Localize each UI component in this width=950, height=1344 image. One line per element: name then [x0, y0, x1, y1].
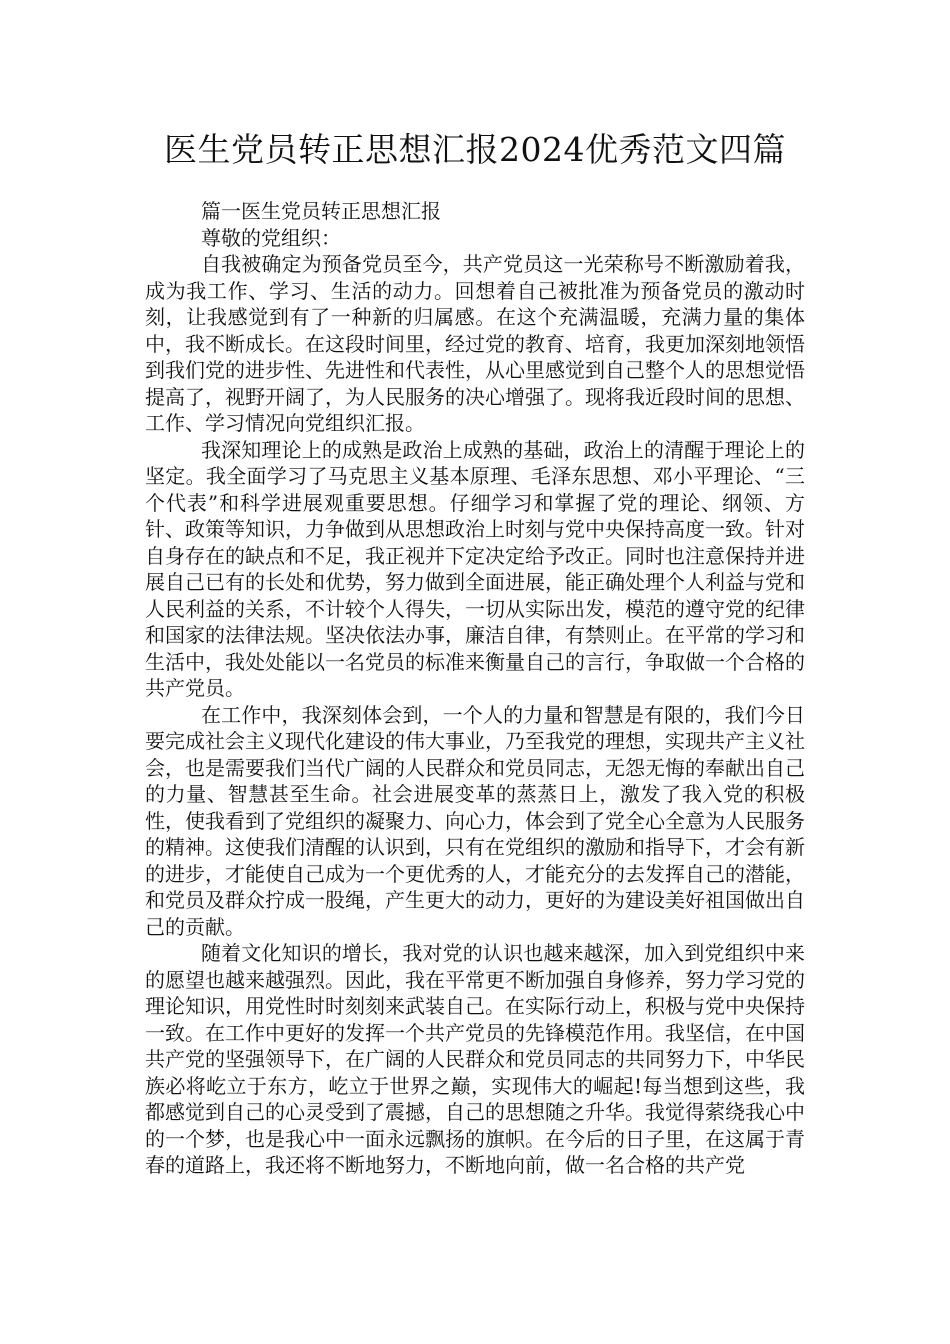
document-title: 医生党员转正思想汇报2024优秀范文四篇 [164, 130, 786, 169]
paragraph-1: 自我被确定为预备党员至今，共产党员这一光荣称号不断激励着我，成为我工作、学习、生活的动力。回想着自己被批准为预备党员的激动时刻，让我感觉到有了一种新的归属感。在这个充满温暖，充满力量的集体中，我不断成长。在这段时间里，经过党的教育、培育，我更加深刻地领悟到我们党的进步性、先进性和代表性，从心里感觉到自己整个人的思想觉悟提高了，视野开阔了，为人民服务的决心增强了。现将我近段时间的思想、工作、学习情况向党组织汇报。 [145, 252, 805, 435]
paragraph-3: 在工作中，我深刻体会到，一个人的力量和智慧是有限的，我们今日要完成社会主义现代化建设的伟大事业，乃至我党的理想，实现共产主义社会，也是需要我们当代广阔的人民群众和党员同志，无怨无悔的奉献出自己的力量、智慧甚至生命。社会进展变革的蒸蒸日上，激发了我入党的积极性，使我看到了党组织的凝聚力、向心力，体会到了党全心全意为人民服务的精神。这使我们清醒的认识到，只有在党组织的激励和指导下，才会有新的进步，才能使自己成为一个更优秀的人，才能充分的去发挥自己的潜能，和党员及群众拧成一股绳，产生更大的动力，更好的为建设美好祖国做出自己的贡献。 [145, 702, 805, 939]
paragraph-2: 我深知理论上的成熟是政治上成熟的基础，政治上的清醒于理论上的坚定。我全面学习了马克思主义基本原理、毛泽东思想、邓小平理论、“三个代表”和科学进展观重要思想。仔细学习和掌握了党的理论、纲领、方针、政策等知识，力争做到从思想政治上时刻与党中央保持高度一致。针对自身存在的缺点和不足，我正视并下定决定给予改正。同时也注意保持并进展自己已有的长处和优势，努力做到全面进展，能正确处理个人利益与党和人民利益的关系，不计较个人得失，一切从实际出发，模范的遵守党的纪律和国家的法律法规。坚决依法办事，廉洁自律，有禁则止。在平常的学习和生活中，我处处能以一名党员的标准来衡量自己的言行，争取做一个合格的共产党员。 [145, 437, 805, 700]
paragraph-4: 随着文化知识的增长，我对党的认识也越来越深，加入到党组织中来的愿望也越来越强烈。因此，我在平常更不断加强自身修养，努力学习党的理论知识，用党性时时刻刻来武装自己。在实际行动上，积极与党中央保持一致。在工作中更好的发挥一个共产党员的先锋模范作用。我坚信，在中国共产党的坚强领导下，在广阔的人民群众和党员同志的共同努力下，中华民族必将屹立于东方，屹立于世界之巅，实现伟大的崛起!每当想到这些，我都感觉到自己的心灵受到了震撼，自己的思想随之升华。我觉得萦绕我心中的一个梦，也是我心中一面永远飘扬的旗帜。在今后的日子里，在这属于青春的道路上，我还将不断地努力，不断地向前，做一名合格的共产党 [145, 941, 805, 1177]
document-body [145, 198, 805, 1179]
section-heading: 篇一医生党员转正思想汇报 [201, 199, 441, 223]
salutation: 尊敬的党组织： [201, 225, 341, 250]
